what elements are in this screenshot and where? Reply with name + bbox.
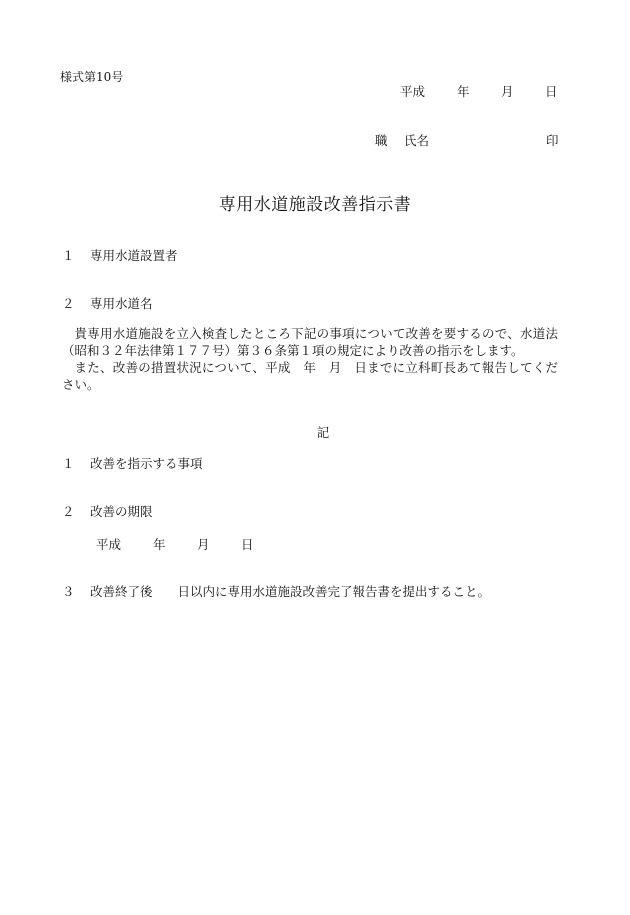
deadline-date-year: 年: [153, 537, 166, 552]
issue-date-era: 平成: [400, 84, 426, 99]
item-number: ２: [62, 504, 75, 519]
item-label: 改善終了後 日以内に専用水道施設改善完了報告書を提出すること。: [90, 584, 491, 599]
report-request-paragraph: また、改善の措置状況について、平成 年 月 日までに立科町長あて報告してください。: [62, 360, 558, 392]
item-number: １: [62, 248, 75, 263]
ki-heading: 記: [316, 425, 330, 440]
issuer-title: 職: [375, 133, 388, 148]
issuer-name-label: 氏名: [404, 133, 430, 148]
deadline-date-month: 月: [197, 537, 210, 552]
deadline-date-era: 平成: [96, 537, 122, 552]
issue-date-year: 年: [457, 84, 470, 99]
seal-mark: 印: [546, 133, 559, 148]
item-label: 専用水道設置者: [90, 248, 178, 263]
form-number: 様式第10号: [60, 70, 124, 84]
item-label: 専用水道名: [90, 296, 153, 311]
item-number: １: [62, 456, 75, 471]
item-label: 改善を指示する事項: [90, 456, 203, 471]
document-title: 専用水道施設改善指示書: [218, 195, 412, 215]
item-number: ３: [62, 584, 75, 599]
item-label: 改善の期限: [90, 504, 153, 519]
deadline-date-day: 日: [241, 537, 254, 552]
issue-date-month: 月: [501, 84, 514, 99]
instruction-paragraph: 貴専用水道施設を立入検査したところ下記の事項について改善を要するので、水道法（昭和３２年法律第１７７号）第３６条第１項の規定により改善の指示をします。: [62, 326, 558, 358]
instruction-body: [62, 325, 558, 393]
item-number: ２: [62, 296, 75, 311]
issue-date-day: 日: [545, 84, 558, 99]
